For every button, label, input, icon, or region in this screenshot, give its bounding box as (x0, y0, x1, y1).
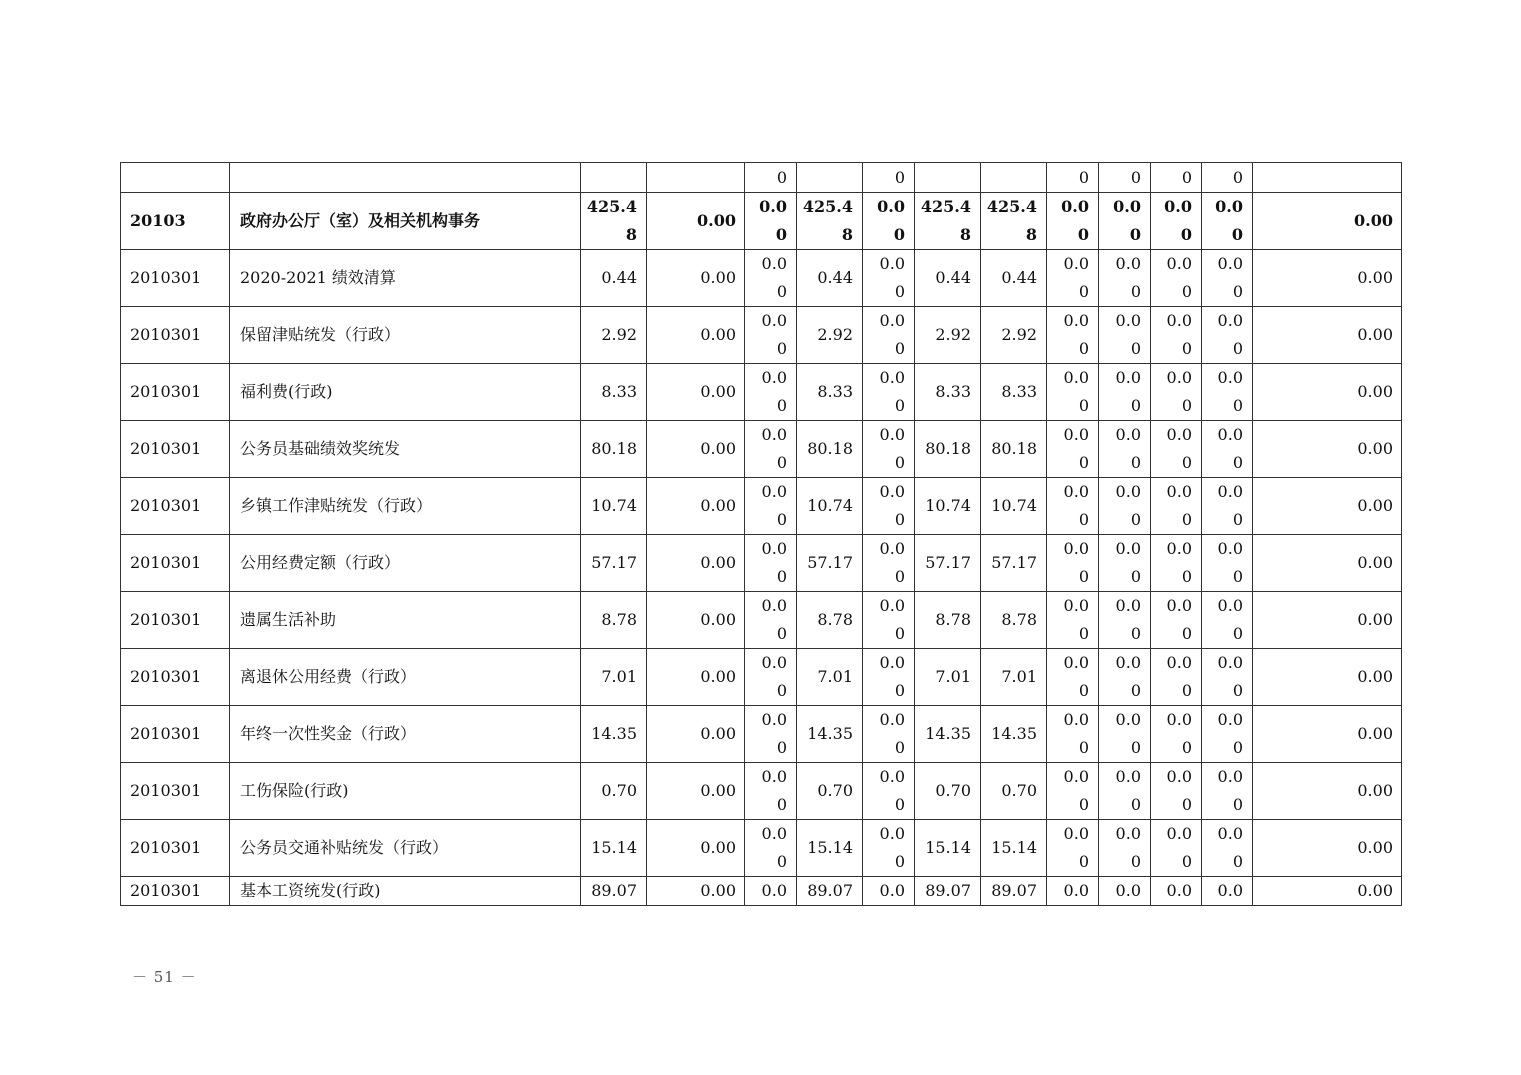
amount-cell: 15.14 (581, 820, 647, 877)
amount-cell: 0.0 0 (1151, 820, 1202, 877)
amount-cell: 0.0 0 (1151, 364, 1202, 421)
item-code: 2010301 (121, 820, 230, 877)
amount-cell: 0.00 (1253, 877, 1402, 906)
item-code: 2010301 (121, 535, 230, 592)
amount-cell: 0.0 0 (1047, 364, 1099, 421)
amount-cell: 8.78 (915, 592, 981, 649)
amount-cell: 0.0 0 (745, 535, 797, 592)
amount-cell: 0.0 0 (1099, 706, 1151, 763)
amount-cell: 0.0 (863, 877, 915, 906)
budget-table (120, 162, 1402, 906)
amount-cell: 0 (1151, 163, 1202, 193)
amount-cell: 0.0 0 (1151, 706, 1202, 763)
amount-cell: 0.0 0 (1151, 193, 1202, 250)
amount-cell: 0.00 (1253, 592, 1402, 649)
amount-cell: 0.0 0 (1047, 421, 1099, 478)
amount-cell: 0.0 0 (1047, 706, 1099, 763)
amount-cell: 8.33 (981, 364, 1047, 421)
amount-cell: 0.0 0 (745, 649, 797, 706)
amount-cell: 80.18 (797, 421, 863, 478)
table-row (121, 364, 1402, 421)
amount-cell: 14.35 (797, 706, 863, 763)
amount-cell: 0.0 0 (1099, 421, 1151, 478)
amount-cell: 2.92 (915, 307, 981, 364)
amount-cell: 7.01 (797, 649, 863, 706)
item-code: 2010301 (121, 649, 230, 706)
amount-cell: 0.0 0 (1202, 649, 1253, 706)
amount-cell: 0.00 (647, 478, 745, 535)
amount-cell: 10.74 (915, 478, 981, 535)
amount-cell: 89.07 (915, 877, 981, 906)
amount-cell: 0.0 0 (1202, 250, 1253, 307)
amount-cell: 425.4 8 (915, 193, 981, 250)
amount-cell: 425.4 8 (981, 193, 1047, 250)
amount-cell: 0.0 0 (1202, 763, 1253, 820)
amount-cell: 0.0 0 (863, 478, 915, 535)
item-name: 遗属生活补助 (230, 592, 581, 649)
amount-cell: 0.70 (915, 763, 981, 820)
amount-cell: 0.0 0 (1202, 364, 1253, 421)
item-name: 年终一次性奖金（行政） (230, 706, 581, 763)
amount-cell: 2.92 (581, 307, 647, 364)
item-code: 2010301 (121, 763, 230, 820)
amount-cell (981, 163, 1047, 193)
amount-cell (581, 163, 647, 193)
amount-cell: 8.33 (797, 364, 863, 421)
amount-cell: 0.00 (1253, 421, 1402, 478)
amount-cell: 0.0 0 (863, 250, 915, 307)
amount-cell: 0.0 0 (1047, 478, 1099, 535)
amount-cell: 0.0 0 (1151, 421, 1202, 478)
amount-cell: 0.00 (1253, 307, 1402, 364)
amount-cell: 57.17 (581, 535, 647, 592)
amount-cell: 57.17 (981, 535, 1047, 592)
amount-cell: 57.17 (797, 535, 863, 592)
amount-cell: 0.0 0 (745, 421, 797, 478)
amount-cell: 425.4 8 (797, 193, 863, 250)
table-body (121, 163, 1402, 906)
amount-cell: 0.00 (647, 421, 745, 478)
amount-cell: 80.18 (915, 421, 981, 478)
item-code: 2010301 (121, 307, 230, 364)
item-name: 公务员基础绩效奖统发 (230, 421, 581, 478)
amount-cell: 8.78 (581, 592, 647, 649)
item-name: 离退休公用经费（行政） (230, 649, 581, 706)
amount-cell: 0.0 0 (1099, 820, 1151, 877)
table-row (121, 649, 1402, 706)
amount-cell: 0.00 (1253, 478, 1402, 535)
amount-cell: 0.0 0 (1151, 535, 1202, 592)
amount-cell: 0.0 0 (1202, 592, 1253, 649)
amount-cell: 14.35 (915, 706, 981, 763)
table-row (121, 421, 1402, 478)
amount-cell: 0.0 0 (863, 649, 915, 706)
table-row (121, 592, 1402, 649)
amount-cell (797, 163, 863, 193)
amount-cell: 0.0 0 (1202, 535, 1253, 592)
page-number: － 51 － (132, 968, 197, 986)
amount-cell: 8.78 (981, 592, 1047, 649)
amount-cell: 0.0 0 (1151, 649, 1202, 706)
item-name: 福利费(行政) (230, 364, 581, 421)
amount-cell: 0.0 0 (1047, 649, 1099, 706)
amount-cell: 2.92 (797, 307, 863, 364)
amount-cell: 7.01 (981, 649, 1047, 706)
amount-cell: 0.0 0 (1099, 364, 1151, 421)
amount-cell: 0.0 0 (1202, 478, 1253, 535)
amount-cell: 0.0 0 (1047, 250, 1099, 307)
amount-cell: 14.35 (581, 706, 647, 763)
item-code (121, 163, 230, 193)
amount-cell: 7.01 (581, 649, 647, 706)
amount-cell: 2.92 (981, 307, 1047, 364)
amount-cell: 0.0 0 (1047, 193, 1099, 250)
amount-cell: 0.0 0 (1151, 250, 1202, 307)
amount-cell: 0.44 (797, 250, 863, 307)
amount-cell: 0.0 0 (1202, 820, 1253, 877)
table-row (121, 163, 1402, 193)
amount-cell: 0.0 0 (745, 706, 797, 763)
item-name: 保留津贴统发（行政） (230, 307, 581, 364)
item-name (230, 163, 581, 193)
amount-cell: 0.0 0 (745, 364, 797, 421)
amount-cell: 8.78 (797, 592, 863, 649)
amount-cell: 0.0 0 (745, 763, 797, 820)
amount-cell: 0 (1047, 163, 1099, 193)
amount-cell: 0.0 0 (745, 193, 797, 250)
amount-cell: 0.00 (1253, 649, 1402, 706)
amount-cell: 0.0 0 (1047, 535, 1099, 592)
amount-cell: 0.0 0 (1047, 592, 1099, 649)
amount-cell: 0.0 0 (863, 592, 915, 649)
amount-cell: 0.00 (1253, 535, 1402, 592)
amount-cell: 89.07 (581, 877, 647, 906)
amount-cell: 0.00 (1253, 820, 1402, 877)
amount-cell: 80.18 (981, 421, 1047, 478)
amount-cell: 0.0 0 (1099, 535, 1151, 592)
amount-cell: 0.0 (745, 877, 797, 906)
amount-cell: 0.0 0 (1151, 307, 1202, 364)
amount-cell: 0.00 (647, 193, 745, 250)
amount-cell: 0.0 0 (1202, 307, 1253, 364)
amount-cell: 0.0 0 (1047, 763, 1099, 820)
amount-cell: 425.4 8 (581, 193, 647, 250)
amount-cell: 0.00 (647, 763, 745, 820)
amount-cell: 0.0 0 (1099, 307, 1151, 364)
amount-cell: 0.0 0 (745, 307, 797, 364)
amount-cell: 0.0 0 (745, 478, 797, 535)
amount-cell: 0.0 0 (1202, 421, 1253, 478)
amount-cell: 0.70 (581, 763, 647, 820)
amount-cell: 0.00 (647, 649, 745, 706)
item-name: 乡镇工作津贴统发（行政） (230, 478, 581, 535)
amount-cell: 0.0 0 (863, 535, 915, 592)
table-row (121, 706, 1402, 763)
amount-cell: 0.00 (1253, 706, 1402, 763)
amount-cell: 0.0 (1047, 877, 1099, 906)
amount-cell: 89.07 (981, 877, 1047, 906)
table-row (121, 535, 1402, 592)
table-row (121, 820, 1402, 877)
amount-cell: 0.0 0 (1047, 820, 1099, 877)
amount-cell: 0.0 (1202, 877, 1253, 906)
item-code: 20103 (121, 193, 230, 250)
amount-cell: 0.00 (647, 820, 745, 877)
amount-cell: 15.14 (797, 820, 863, 877)
item-name: 政府办公厅（室）及相关机构事务 (230, 193, 581, 250)
amount-cell: 0.00 (1253, 193, 1402, 250)
amount-cell: 0.0 0 (863, 364, 915, 421)
amount-cell: 0.0 0 (745, 820, 797, 877)
item-code: 2010301 (121, 478, 230, 535)
amount-cell: 0.0 0 (1099, 649, 1151, 706)
amount-cell: 0.00 (1253, 763, 1402, 820)
amount-cell: 15.14 (915, 820, 981, 877)
amount-cell: 0.0 (1099, 877, 1151, 906)
amount-cell: 0.0 0 (863, 706, 915, 763)
item-code: 2010301 (121, 421, 230, 478)
amount-cell: 0 (745, 163, 797, 193)
table-row (121, 763, 1402, 820)
amount-cell: 0 (863, 163, 915, 193)
amount-cell: 0.0 (1151, 877, 1202, 906)
amount-cell: 0.00 (647, 706, 745, 763)
amount-cell: 0.0 0 (1099, 250, 1151, 307)
amount-cell (915, 163, 981, 193)
amount-cell: 14.35 (981, 706, 1047, 763)
amount-cell: 80.18 (581, 421, 647, 478)
item-code: 2010301 (121, 706, 230, 763)
amount-cell: 0.70 (981, 763, 1047, 820)
amount-cell: 0.00 (647, 535, 745, 592)
amount-cell: 0.0 0 (1151, 478, 1202, 535)
amount-cell: 0.0 0 (1151, 592, 1202, 649)
item-code: 2010301 (121, 592, 230, 649)
amount-cell: 8.33 (581, 364, 647, 421)
amount-cell: 7.01 (915, 649, 981, 706)
amount-cell: 0.0 0 (863, 820, 915, 877)
amount-cell: 0.00 (647, 592, 745, 649)
table-row (121, 250, 1402, 307)
item-code: 2010301 (121, 877, 230, 906)
amount-cell: 10.74 (797, 478, 863, 535)
item-code: 2010301 (121, 250, 230, 307)
item-name: 工伤保险(行政) (230, 763, 581, 820)
amount-cell: 0.00 (1253, 250, 1402, 307)
amount-cell: 0.0 0 (1099, 763, 1151, 820)
item-name: 公用经费定额（行政） (230, 535, 581, 592)
amount-cell: 0.0 0 (745, 592, 797, 649)
amount-cell: 0.0 0 (745, 250, 797, 307)
amount-cell: 0 (1099, 163, 1151, 193)
item-name: 基本工资统发(行政) (230, 877, 581, 906)
amount-cell: 0.00 (647, 307, 745, 364)
amount-cell: 10.74 (981, 478, 1047, 535)
amount-cell: 0.0 0 (863, 193, 915, 250)
amount-cell: 0.0 0 (1099, 478, 1151, 535)
table-row (121, 193, 1402, 250)
amount-cell: 0.00 (647, 364, 745, 421)
amount-cell: 8.33 (915, 364, 981, 421)
item-name: 公务员交通补贴统发（行政） (230, 820, 581, 877)
amount-cell: 57.17 (915, 535, 981, 592)
amount-cell: 0.0 0 (1202, 706, 1253, 763)
amount-cell (647, 163, 745, 193)
amount-cell: 0.00 (647, 250, 745, 307)
item-name: 2020-2021 绩效清算 (230, 250, 581, 307)
table-row (121, 307, 1402, 364)
amount-cell: 10.74 (581, 478, 647, 535)
amount-cell: 0.44 (981, 250, 1047, 307)
amount-cell: 15.14 (981, 820, 1047, 877)
amount-cell: 0.0 0 (1202, 193, 1253, 250)
item-code: 2010301 (121, 364, 230, 421)
amount-cell: 0.00 (1253, 364, 1402, 421)
amount-cell: 0.0 0 (1151, 763, 1202, 820)
amount-cell: 0.0 0 (1047, 307, 1099, 364)
amount-cell: 0.44 (581, 250, 647, 307)
amount-cell: 89.07 (797, 877, 863, 906)
table-row (121, 478, 1402, 535)
amount-cell: 0.0 0 (863, 307, 915, 364)
amount-cell: 0.0 0 (1099, 592, 1151, 649)
amount-cell: 0 (1202, 163, 1253, 193)
amount-cell: 0.0 0 (1099, 193, 1151, 250)
amount-cell: 0.00 (647, 877, 745, 906)
amount-cell: 0.44 (915, 250, 981, 307)
amount-cell: 0.0 0 (863, 421, 915, 478)
table-row (121, 877, 1402, 906)
amount-cell (1253, 163, 1402, 193)
amount-cell: 0.0 0 (863, 763, 915, 820)
amount-cell: 0.70 (797, 763, 863, 820)
